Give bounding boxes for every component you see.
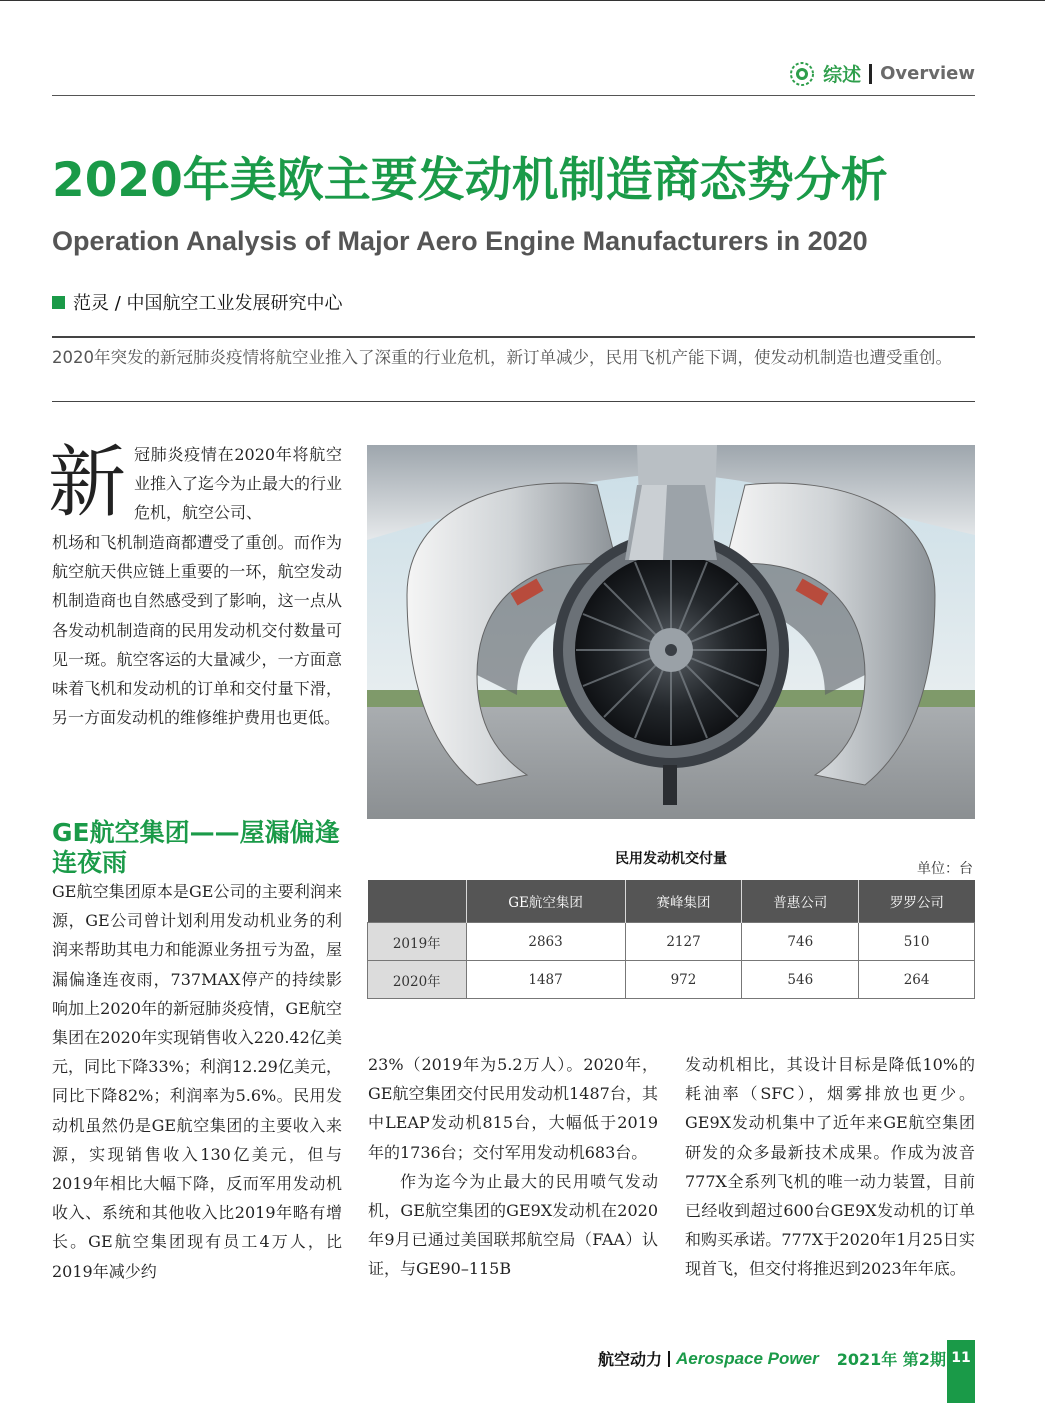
intro-paragraph: 机场和飞机制造商都遭受了重创。而作为航空航天供应链上重要的一环，航空发动机制造商也自然感受到了影响，这一点从各发动机制造商的民用发动机交付数量可见一斑。航空客运的大量减少，一方面意味着飞机和发动机的订单和交付量下滑，另一方面发动机的维修维护费用也更低。 (52, 533, 342, 728)
delivery-table (367, 880, 975, 999)
byline-marker (52, 296, 65, 309)
section-tag (789, 60, 975, 87)
table-cell: 972 (625, 961, 742, 999)
body-paragraph: 23%（2019年为5.2万人）。2020年，GE航空集团交付民用发动机1487台，其中LEAP发动机815台，大幅低于2019年的1736台；交付军用发动机683台。 (368, 1055, 658, 1162)
engine-photo (367, 445, 975, 819)
page-footer (598, 1347, 946, 1370)
body-paragraph: 发动机相比，其设计目标是降低10%的耗油率（SFC），烟雾排放也更少。GE9X发动机集中了近年来GE航空集团研发的众多最新技术成果。作成为波音777X全系列飞机的唯一动力装置，目前已经收到超过600台GE9X发动机的订单和购买承诺。777X于2020年1月25日实现首飞，但交付将推迟到2023年年底。 (685, 1055, 975, 1279)
table-row-header: 2019年 (368, 923, 467, 961)
dropcap: 新 (48, 438, 127, 528)
table-cell: 1487 (466, 961, 625, 999)
page-number: 11 (951, 1350, 971, 1366)
intro-paragraph-start: 冠肺炎疫情在2020年将航空业推入了迄今为止最大的行业危机，航空公司、 (134, 445, 343, 523)
body-column-1 (52, 877, 342, 1286)
table-cell: 2127 (625, 923, 742, 961)
journal-name-en: Aerospace Power (676, 1348, 819, 1368)
table-row (368, 923, 975, 961)
body-column-2 (368, 1050, 658, 1284)
byline (52, 289, 343, 315)
table-header-cell: GE航空集团 (466, 880, 625, 923)
byline-text: 范灵 / 中国航空工业发展研究中心 (73, 293, 343, 314)
article-title-en: Operation Analysis of Major Aero Engine Manufacturers in 2020 (52, 226, 868, 256)
abstract-rule-top (52, 336, 975, 338)
body-column-3 (685, 1050, 975, 1284)
table-header-cell (368, 880, 467, 923)
section-tag-divider (869, 64, 872, 84)
top-rule (0, 0, 1045, 1)
header-rule (52, 95, 975, 96)
abstract: 2020年突发的新冠肺炎疫情将航空业推入了深重的行业危机，新订单减少，民用飞机产能下调，使发动机制造也遭受重创。 (52, 348, 952, 367)
table-cell: 264 (859, 961, 975, 999)
table-cell: 510 (859, 923, 975, 961)
table-row-header: 2020年 (368, 961, 467, 999)
table-header-cell: 赛峰集团 (625, 880, 742, 923)
table-cell: 2863 (466, 923, 625, 961)
issue-label: 2021年 第2期 (836, 1350, 946, 1369)
table-unit: 单位：台 (917, 861, 973, 877)
section-heading: GE航空集团——屋漏偏逢连夜雨 (52, 818, 340, 877)
section-tag-en: Overview (880, 63, 975, 84)
footer-divider (668, 1351, 670, 1367)
table-cell: 546 (742, 961, 859, 999)
section-tag-cn: 综述 (823, 64, 862, 86)
engine-illustration (367, 445, 975, 819)
article-title-cn: 2020年美欧主要发动机制造商态势分析 (52, 153, 888, 208)
table-caption: 民用发动机交付量 (615, 851, 727, 867)
table-cell: 746 (742, 923, 859, 961)
table-header-cell: 罗罗公司 (859, 880, 975, 923)
table-header-cell: 普惠公司 (742, 880, 859, 923)
table-row (368, 961, 975, 999)
table-header-row (368, 880, 975, 923)
abstract-rule-bottom (52, 401, 975, 402)
body-paragraph: 作为迄今为止最大的民用喷气发动机，GE航空集团的GE9X发动机在2020年9月已通过美国联邦航空局（FAA）认证，与GE90–115B (368, 1171, 658, 1279)
journal-name-cn: 航空动力 (598, 1350, 663, 1369)
leaf-emblem-icon (789, 61, 815, 87)
body-paragraph: GE航空集团原本是GE公司的主要利润来源，GE公司曾计划利用发动机业务的利润来帮助其电力和能源业务扭亏为盈，屋漏偏逢连夜雨，737MAX停产的持续影响加上2020年的新冠肺炎疫情，GE航空集团在2020年实现销售收入220.42亿美元，同比下降33%；利润12.29亿美元，同比下降82%；利润率为5.6%。民用发动机虽然仍是GE航空集团的主要收入来源，实现销售收入130亿美元，但与2019年相比大幅下降，反而军用发动机收入、系统和其他收入比2019年略有增长。GE航空集团现有员工4万人，比2019年减少约 (52, 882, 342, 1281)
